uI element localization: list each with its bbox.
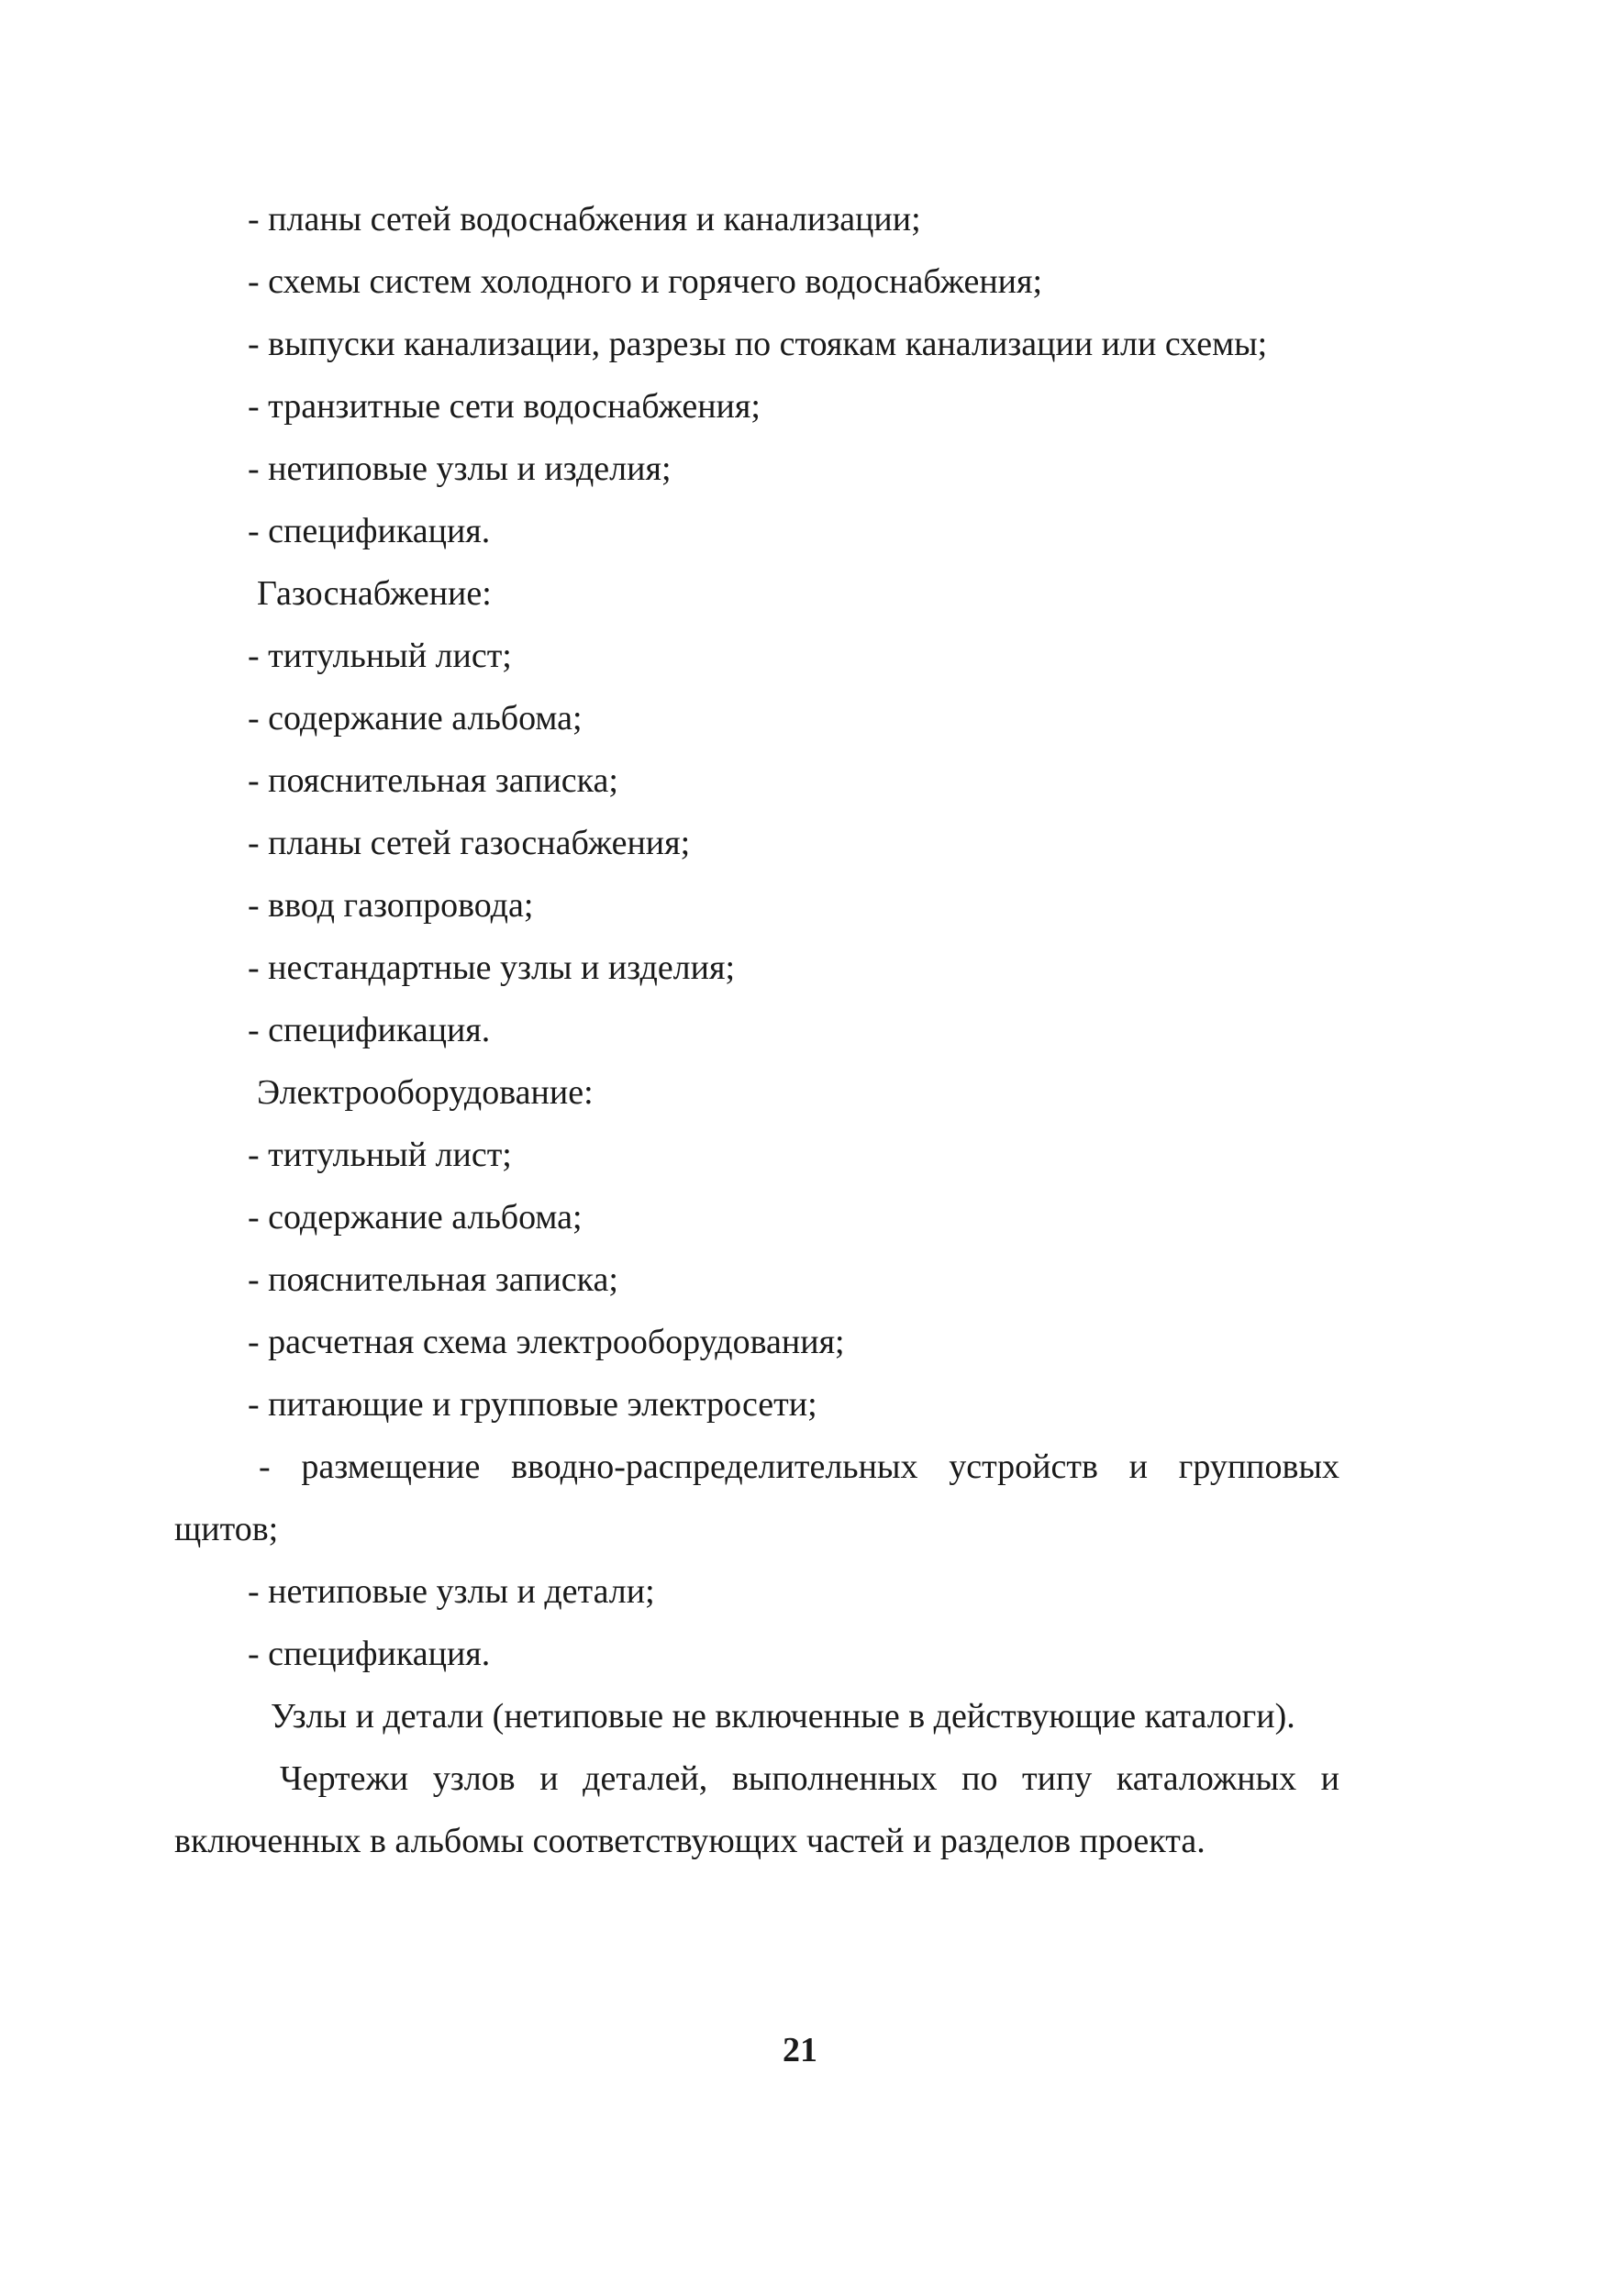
water-item-nonstandard: - нетиповые узлы и изделия;: [248, 449, 672, 488]
water-item-transit: - транзитные сети водоснабжения;: [248, 387, 761, 426]
gas-item-network-plans: - планы сетей газоснабжения;: [248, 824, 691, 862]
electric-item-album-contents: - содержание альбома;: [248, 1198, 583, 1237]
electric-item-placement: - размещение вводно-распределительных устройств и групповых: [259, 1447, 1339, 1486]
drawings-paragraph-continued: включенных в альбомы соответствующих частей и разделов проекта.: [174, 1822, 1206, 1860]
gas-item-album-contents: - содержание альбома;: [248, 699, 583, 738]
gas-item-explanatory-note: - пояснительная записка;: [248, 761, 618, 800]
page-number: 21: [783, 2031, 817, 2069]
gas-item-nonstandard: - нестандартные узлы и изделия;: [248, 948, 736, 987]
electric-item-supply-networks: - питающие и групповые электросети;: [248, 1385, 817, 1424]
water-item-outlets: - выпуски канализации, разрезы по стоякам канализации или схемы;: [248, 325, 1268, 363]
gas-item-title-sheet: - титульный лист;: [248, 637, 512, 675]
electric-item-placement-continued: щитов;: [174, 1510, 279, 1548]
electric-item-explanatory-note: - пояснительная записка;: [248, 1260, 618, 1299]
electric-heading: Электрооборудование:: [257, 1073, 594, 1112]
water-item-schemes: - схемы систем холодного и горячего водоснабжения;: [248, 262, 1043, 301]
water-item-specification: - спецификация.: [248, 512, 491, 550]
nodes-paragraph: Узлы и детали (нетиповые не включенные в действующие каталоги).: [271, 1697, 1295, 1736]
electric-item-calc-scheme: - расчетная схема электрооборудования;: [248, 1323, 845, 1361]
drawings-paragraph: Чертежи узлов и деталей, выполненных по типу каталожных и: [280, 1759, 1339, 1798]
gas-heading: Газоснабжение:: [257, 574, 492, 613]
gas-item-pipeline-input: - ввод газопровода;: [248, 886, 534, 925]
electric-item-specification: - спецификация.: [248, 1635, 491, 1673]
water-item-networks: - планы сетей водоснабжения и канализации;: [248, 200, 921, 238]
electric-item-title-sheet: - титульный лист;: [248, 1136, 512, 1174]
page-text: [174, 188, 1339, 1872]
electric-item-nonstandard: - нетиповые узлы и детали;: [248, 1572, 655, 1611]
gas-item-specification: - спецификация.: [248, 1011, 491, 1049]
